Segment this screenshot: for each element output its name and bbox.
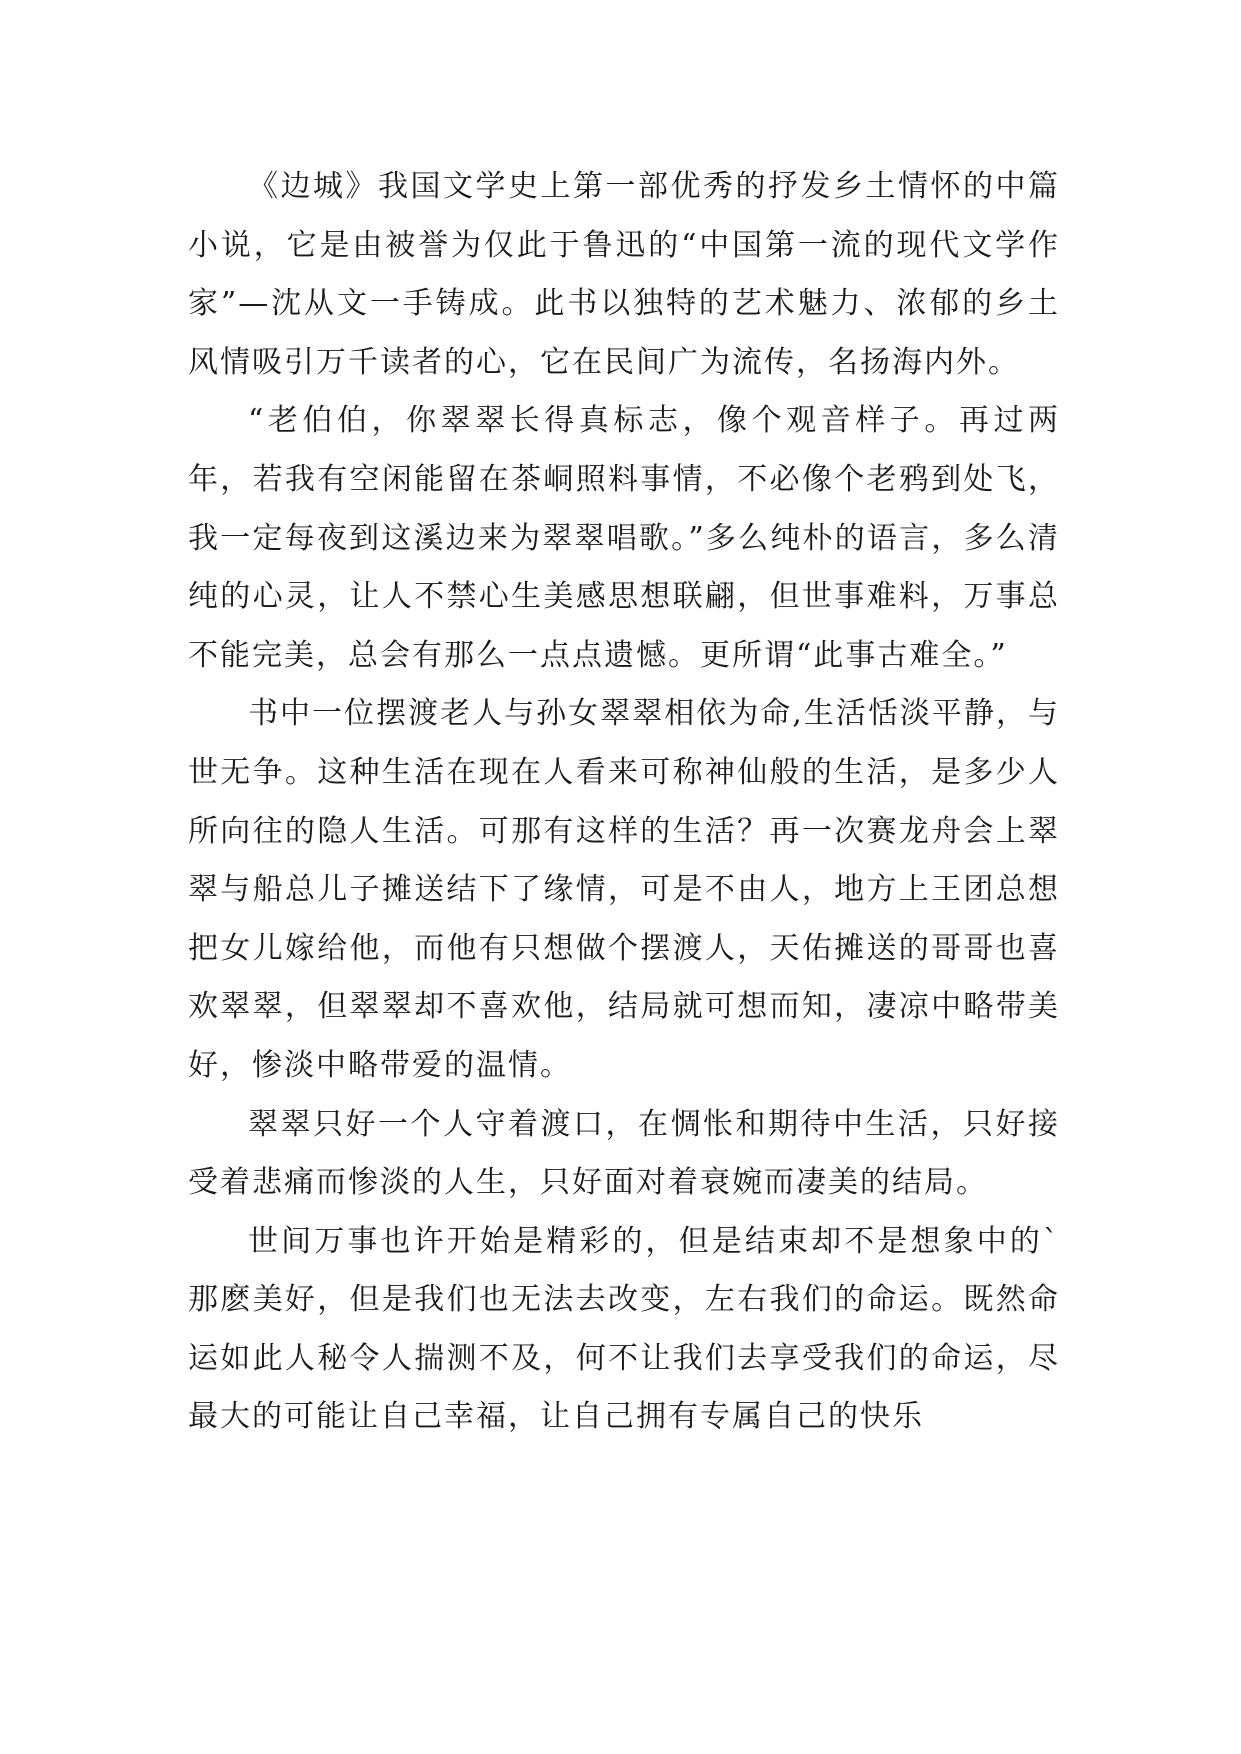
paragraph-5: 世间万事也许开始是精彩的，但是结束却不是想象中的`那麽美好，但是我们也无法去改变，左右我们的命运。既然命运如此人秘令人揣测不及，何不让我们去享受我们的命运，尽最大的可能让自己幸福，让自己拥有专属自己的快乐 <box>188 1223 1060 1435</box>
paragraph-4: 翠翠只好一个人守着渡口，在惆怅和期待中生活，只好接受着悲痛而惨淡的人生，只好面对着衰婉而凄美的结局。 <box>188 1106 1060 1201</box>
paragraph-3: 书中一位摆渡老人与孙女翠翠相依为命,生活恬淡平静，与世无争。这种生活在现在人看来可称神仙般的生活，是多少人所向往的隐人生活。可那有这样的生活？再一次赛龙舟会上翠翠与船总儿子摊送结下了缘情，可是不由人，地方上王团总想把女儿嫁给他，而他有只想做个摆渡人，天佑摊送的哥哥也喜欢翠翠，但翠翠却不喜欢他，结局就可想而知，凄凉中略带美好，惨淡中略带爱的温情。 <box>188 696 1060 1083</box>
paragraph-2: “老伯伯，你翠翠长得真标志，像个观音样子。再过两年，若我有空闲能留在茶峒照料事情，不必像个老鸦到处飞，我一定每夜到这溪边来为翠翠唱歌。”多么纯朴的语言，多么清纯的心灵，让人不禁心生美感思想联翩，但世事难料，万事总不能完美，总会有那么一点点遗憾。更所谓“此事古难全。” <box>188 403 1060 673</box>
document-body <box>188 158 1060 1447</box>
paragraph-1: 《边城》我国文学史上第一部优秀的抒发乡土情怀的中篇小说，它是由被誉为仅此于鲁迅的“中国第一流的现代文学作家”—沈从文一手铸成。此书以独特的艺术魅力、浓郁的乡土风情吸引万千读者的心，它在民间广为流传，名扬海内外。 <box>188 169 1060 380</box>
